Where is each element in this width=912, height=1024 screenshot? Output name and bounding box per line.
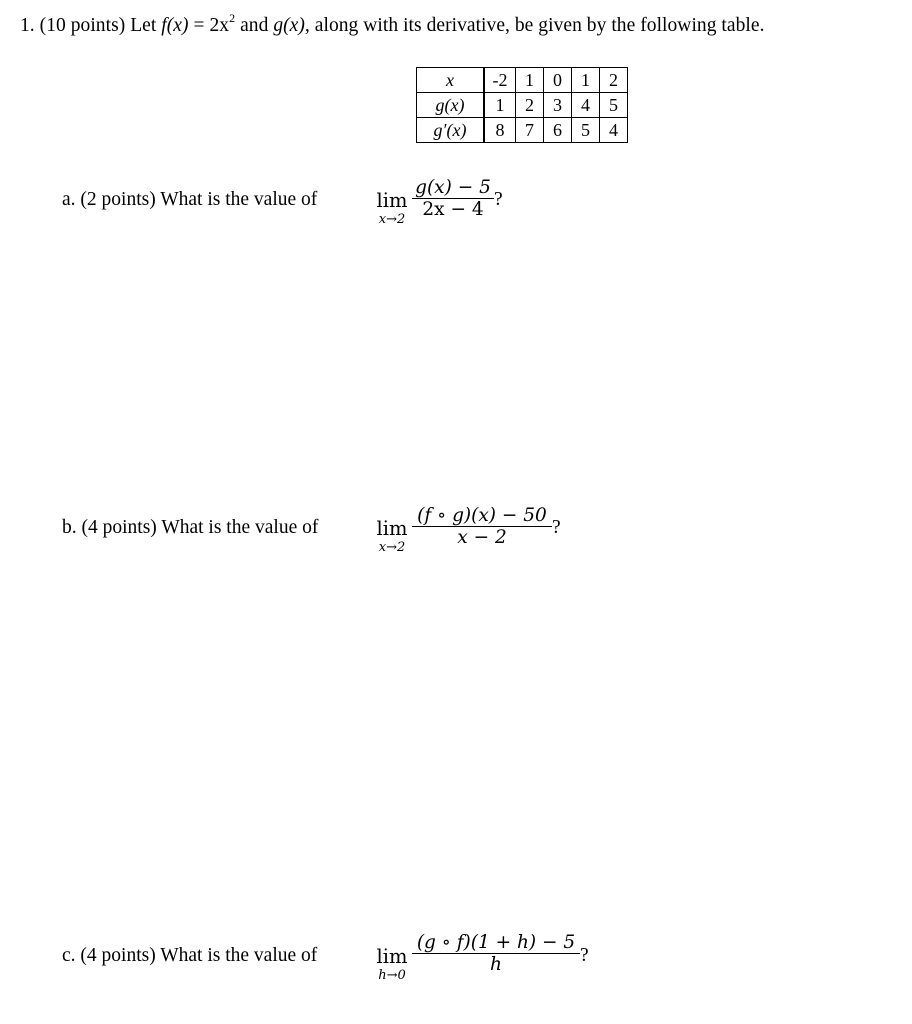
limit-word: lim [376,189,408,212]
part-b-end: ? [552,517,561,538]
table-cell: 3 [544,93,572,118]
part-c-points: (4 points) [80,945,156,966]
g-name: g(x), [273,15,310,36]
table-cell: 4 [572,93,600,118]
part-b-question: What is the value of [161,517,319,538]
limit-subscript: h→0 [378,968,406,983]
table-cell: -2 [484,68,516,93]
f-definition-base: = 2x [193,15,230,36]
part-c-end: ? [580,945,589,966]
table-cell: 5 [600,93,628,118]
numerator-text: g(x) − 5 [415,177,491,198]
part-a-prompt [62,189,317,211]
part-a-fraction [412,177,494,220]
table-cell: 2 [600,68,628,93]
part-b-limit [372,517,412,555]
part-b-fraction [412,505,552,548]
problem-statement [20,11,765,37]
limit-subscript: x→2 [378,540,406,555]
value-table [416,67,628,143]
table-cell: 1 [516,68,544,93]
table-row [417,68,628,93]
part-c-fraction [412,932,580,975]
table-cell: 0 [544,68,572,93]
f-definition-rhs [193,11,236,36]
limit-word: lim [376,945,408,968]
table-row [417,93,628,118]
fraction-denominator: h [490,954,502,975]
part-c-question: What is the value of [160,945,318,966]
table-cell: 2 [516,93,544,118]
part-c-limit [372,945,412,983]
limit-word: lim [376,517,408,540]
table-cell: 6 [544,118,572,143]
fraction-numerator [412,177,494,198]
part-a-label: a. [62,189,76,210]
row-header-g: g(x) [417,93,485,118]
intro-text: Let [130,15,157,36]
part-c-prompt [62,945,317,967]
part-b-prompt [62,517,318,539]
numerator-text: (f ∘ g)(x) − 50 [417,505,547,526]
part-a-end: ? [494,189,503,210]
f-definition-lhs: f(x) [161,15,189,36]
fraction-numerator [412,932,580,953]
table-cell: 8 [484,118,516,143]
part-a-points: (2 points) [80,189,156,210]
numerator-text: (g ∘ f)(1 + h) − 5 [416,932,576,953]
table-cell: 5 [572,118,600,143]
fraction-numerator [412,505,552,526]
fraction-denominator: x − 2 [457,527,507,548]
part-a-question: What is the value of [160,189,318,210]
part-b-points: (4 points) [81,517,157,538]
mid-text: and [240,15,269,36]
fraction-denominator: 2x − 4 [422,199,484,220]
row-header-g-prime: g′(x) [417,118,485,143]
part-a-limit [372,189,412,227]
table-cell: 4 [600,118,628,143]
table-cell: 1 [572,68,600,93]
limit-subscript: x→2 [378,212,406,227]
f-definition-exponent: 2 [229,11,236,25]
tail-text: along with its derivative, be given by the following table. [314,15,765,36]
table-cell: 1 [484,93,516,118]
problem-points: (10 points) [39,15,126,36]
table-cell: 7 [516,118,544,143]
part-c-label: c. [62,945,76,966]
problem-number: 1. [20,15,35,36]
row-header-x: x [417,68,485,93]
table-row [417,118,628,143]
part-b-label: b. [62,517,77,538]
